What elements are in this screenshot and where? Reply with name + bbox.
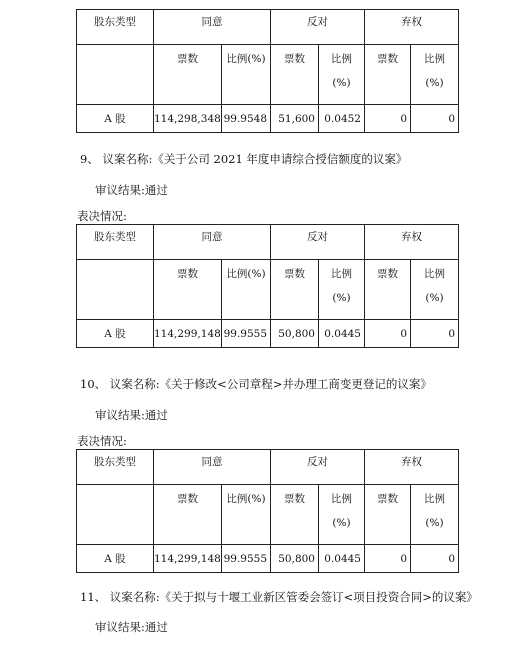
- ratio-unit: (%): [332, 517, 351, 529]
- abstain-ratio-cell: 0: [411, 105, 459, 133]
- header-shareholder-type: 股东类型: [77, 225, 154, 260]
- motion-9-result: 审议结果:通过: [95, 183, 168, 197]
- oppose-votes-cell: 51,600: [271, 105, 319, 133]
- header-oppose: 反对: [271, 225, 365, 260]
- vote-table-3: [76, 449, 459, 573]
- ratio-unit: (%): [332, 77, 351, 89]
- motion-10-title: 10、 议案名称:《关于修改<公司章程>并办理工商变更登记的议案》: [80, 377, 432, 391]
- header-abstain: 弃权: [365, 450, 459, 485]
- header-abstain-votes: 票数: [365, 260, 411, 320]
- header-agree: 同意: [154, 10, 271, 45]
- oppose-ratio-cell: 0.0445: [319, 320, 365, 348]
- oppose-votes-cell: 50,800: [271, 545, 319, 573]
- ratio-unit: (%): [425, 77, 444, 89]
- header-agree-ratio: 比例(%): [222, 45, 271, 105]
- header-agree-ratio: 比例(%): [222, 260, 271, 320]
- header-oppose-ratio: [319, 485, 365, 545]
- motion-10-vote-label: 表决情况:: [77, 434, 127, 448]
- vote-table-1: [76, 9, 459, 133]
- motion-11-title: 11、 议案名称:《关于拟与十堰工业新区管委会签订<项目投资合同>的议案》: [80, 590, 478, 604]
- header-empty-cell: [77, 45, 154, 105]
- agree-ratio-cell: 99.9555: [222, 320, 271, 348]
- ratio-label: 比例: [331, 53, 352, 65]
- shareholder-type-cell: A 股: [77, 545, 154, 573]
- motion-9-vote-label: 表决情况:: [77, 209, 127, 223]
- header-agree-votes: 票数: [154, 45, 222, 105]
- agree-votes-cell: 114,298,348: [154, 105, 222, 133]
- vote-table-2: [76, 224, 459, 348]
- header-oppose-votes: 票数: [271, 260, 319, 320]
- abstain-ratio-cell: 0: [411, 320, 459, 348]
- ratio-label: 比例: [424, 493, 445, 505]
- abstain-votes-cell: 0: [365, 545, 411, 573]
- motion-11-result: 审议结果:通过: [95, 620, 168, 634]
- abstain-votes-cell: 0: [365, 105, 411, 133]
- header-oppose-votes: 票数: [271, 485, 319, 545]
- header-agree: 同意: [154, 450, 271, 485]
- header-abstain: 弃权: [365, 225, 459, 260]
- header-oppose: 反对: [271, 450, 365, 485]
- ratio-unit: (%): [425, 292, 444, 304]
- ratio-label: 比例: [331, 268, 352, 280]
- header-oppose-ratio: [319, 45, 365, 105]
- ratio-label: 比例: [331, 493, 352, 505]
- header-agree-votes: 票数: [154, 485, 222, 545]
- abstain-ratio-cell: 0: [411, 545, 459, 573]
- header-abstain-ratio: [411, 260, 459, 320]
- header-empty-cell: [77, 260, 154, 320]
- header-agree-ratio: 比例(%): [222, 485, 271, 545]
- ratio-label: 比例: [424, 53, 445, 65]
- shareholder-type-cell: A 股: [77, 105, 154, 133]
- header-shareholder-type: 股东类型: [77, 10, 154, 45]
- header-agree-votes: 票数: [154, 260, 222, 320]
- header-abstain-ratio: [411, 485, 459, 545]
- ratio-label: 比例: [424, 268, 445, 280]
- agree-votes-cell: 114,299,148: [154, 320, 222, 348]
- header-abstain: 弃权: [365, 10, 459, 45]
- header-oppose: 反对: [271, 10, 365, 45]
- oppose-ratio-cell: 0.0452: [319, 105, 365, 133]
- abstain-votes-cell: 0: [365, 320, 411, 348]
- agree-votes-cell: 114,299,148: [154, 545, 222, 573]
- motion-10-result: 审议结果:通过: [95, 408, 168, 422]
- header-oppose-votes: 票数: [271, 45, 319, 105]
- agree-ratio-cell: 99.9548: [222, 105, 271, 133]
- header-abstain-votes: 票数: [365, 485, 411, 545]
- header-empty-cell: [77, 485, 154, 545]
- oppose-ratio-cell: 0.0445: [319, 545, 365, 573]
- header-abstain-votes: 票数: [365, 45, 411, 105]
- ratio-unit: (%): [332, 292, 351, 304]
- motion-9-title: 9、 议案名称:《关于公司 2021 年度申请综合授信额度的议案》: [80, 152, 408, 166]
- header-abstain-ratio: [411, 45, 459, 105]
- header-oppose-ratio: [319, 260, 365, 320]
- ratio-unit: (%): [425, 517, 444, 529]
- header-shareholder-type: 股东类型: [77, 450, 154, 485]
- shareholder-type-cell: A 股: [77, 320, 154, 348]
- oppose-votes-cell: 50,800: [271, 320, 319, 348]
- agree-ratio-cell: 99.9555: [222, 545, 271, 573]
- header-agree: 同意: [154, 225, 271, 260]
